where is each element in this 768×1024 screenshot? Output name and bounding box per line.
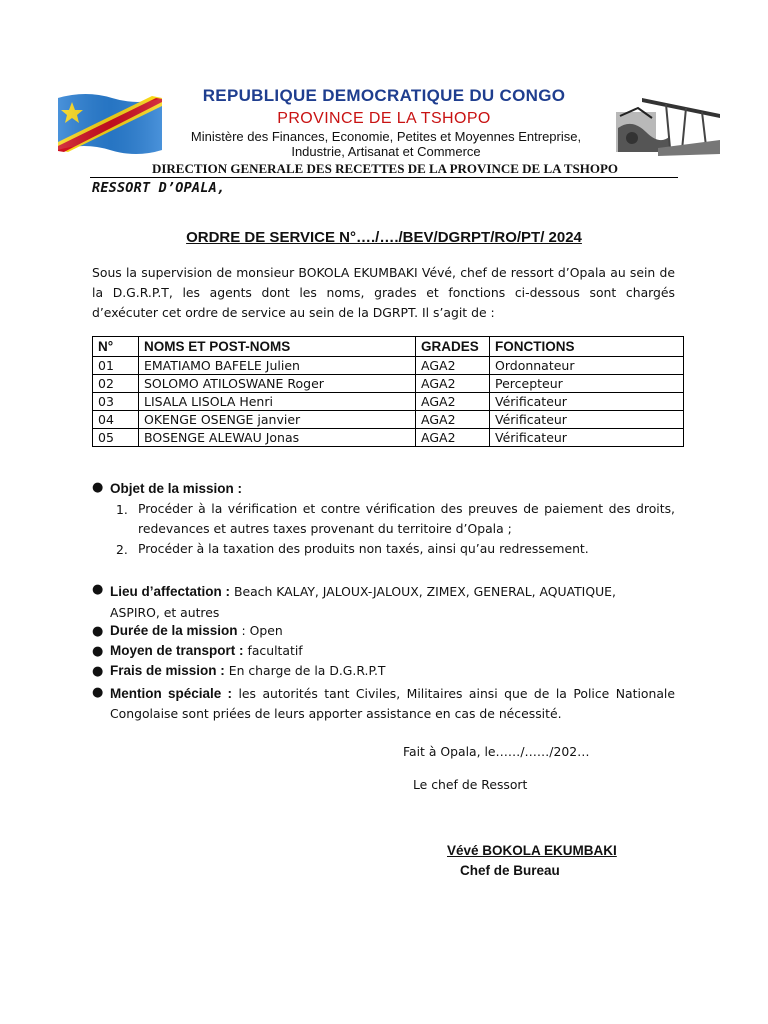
direction-title: DIRECTION GENERALE DES RECETTES DE LA PROVINCE DE LA TSHOPO <box>151 161 619 176</box>
cell-grade: AGA2 <box>416 357 490 375</box>
cell-function: Vérificateur <box>490 411 684 429</box>
bullet-icon: ● <box>92 480 104 495</box>
cell-name: OKENGE OSENGE janvier <box>139 411 416 429</box>
header-divider <box>90 177 678 178</box>
cell-number: 02 <box>93 375 139 393</box>
cell-number: 04 <box>93 411 139 429</box>
cell-grade: AGA2 <box>416 375 490 393</box>
ministry-text: Ministère des Finances, Economie, Petites et Moyennes Entreprise, Industrie, Artisanat et Commerce <box>190 129 582 159</box>
cell-function: Ordonnateur <box>490 357 684 375</box>
duree-value: : Open <box>237 623 283 638</box>
cell-number: 03 <box>93 393 139 411</box>
table-row <box>93 357 684 375</box>
bullet-icon: ● <box>92 664 104 679</box>
cell-name: BOSENGE ALEWAU Jonas <box>139 429 416 447</box>
table-row <box>93 393 684 411</box>
objet-label: Objet de la mission : <box>110 481 243 496</box>
signer-role: Le chef de Ressort <box>413 777 528 792</box>
cell-name: LISALA LISOLA Henri <box>139 393 416 411</box>
objet-item-1: Procéder à la vérification et contre vérification des preuves de paiement des droits, redevances et autres taxes provenant du territoire d’Opala ; <box>138 501 675 536</box>
lieu-value: Beach KALAY, JALOUX-JALOUX, ZIMEX, GENERAL, AQUATIQUE, ASPIRO, et autres <box>110 584 616 620</box>
intro-paragraph: Sous la supervision de monsieur BOKOLA EKUMBAKI Vévé, chef de ressort d’Opala au sein de la D.G.R.P.T, les agents dont les noms, grades et fonctions ci-dessous sont chargés d’exécuter cet ordre de service au sein de la DGRPT. Il s’agit de : <box>92 265 675 320</box>
place-date: Fait à Opala, le……/……/202… <box>403 744 590 759</box>
cell-name: EMATIAMO BAFELE Julien <box>139 357 416 375</box>
transport-value: facultatif <box>243 643 303 658</box>
bullet-icon: ● <box>92 582 104 597</box>
duree-label: Durée de la mission <box>110 623 238 638</box>
cell-function: Vérificateur <box>490 429 684 447</box>
header-names: NOMS ET POST-NOMS <box>139 337 416 357</box>
mention-line <box>110 684 675 724</box>
table-header-row <box>93 337 684 357</box>
agents-table <box>92 336 684 447</box>
cell-number: 05 <box>93 429 139 447</box>
bullet-icon: ● <box>92 624 104 639</box>
cell-grade: AGA2 <box>416 429 490 447</box>
cell-function: Vérificateur <box>490 393 684 411</box>
transport-line <box>110 643 303 658</box>
transport-label: Moyen de transport : <box>110 643 244 658</box>
cell-grade: AGA2 <box>416 411 490 429</box>
cell-number: 01 <box>93 357 139 375</box>
mention-label: Mention spéciale : <box>110 686 233 701</box>
objet-item-2: Procéder à la taxation des produits non taxés, ainsi qu’au redressement. <box>138 541 589 556</box>
cell-function: Percepteur <box>490 375 684 393</box>
country-title: REPUBLIQUE DEMOCRATIQUE DU CONGO <box>202 86 566 105</box>
header-grades: GRADES <box>416 337 490 357</box>
ressort-label: RESSORT D’OPALA, <box>92 180 226 196</box>
table-row <box>93 411 684 429</box>
province-title: PROVINCE DE LA TSHOPO <box>277 110 491 127</box>
frais-label: Frais de mission : <box>110 663 225 678</box>
bullet-icon: ● <box>92 685 104 700</box>
item-number: 1. <box>116 502 128 517</box>
lieu-line <box>110 581 630 623</box>
order-title: ORDRE DE SERVICE N°…./…./BEV/DGRPT/RO/PT/ 2024 <box>186 229 582 246</box>
mention-value: les autorités tant Civiles, Militaires ainsi que de la Police Nationale Congolaise sont priées de leurs apporter assistance en cas de nécessité. <box>110 686 675 721</box>
header-number: N° <box>93 337 139 357</box>
signer-name: Vévé BOKOLA EKUMBAKI <box>447 843 617 858</box>
table-row <box>93 429 684 447</box>
item-number: 2. <box>116 542 128 557</box>
table-row <box>93 375 684 393</box>
cell-grade: AGA2 <box>416 393 490 411</box>
signer-title: Chef de Bureau <box>460 863 560 878</box>
frais-line <box>110 663 386 678</box>
bullet-icon: ● <box>92 644 104 659</box>
lieu-label: Lieu d’affectation : <box>110 584 231 599</box>
frais-value: En charge de la D.G.R.P.T <box>224 663 386 678</box>
header-functions: FONCTIONS <box>490 337 684 357</box>
duree-line <box>110 623 283 638</box>
cell-name: SOLOMO ATILOSWANE Roger <box>139 375 416 393</box>
